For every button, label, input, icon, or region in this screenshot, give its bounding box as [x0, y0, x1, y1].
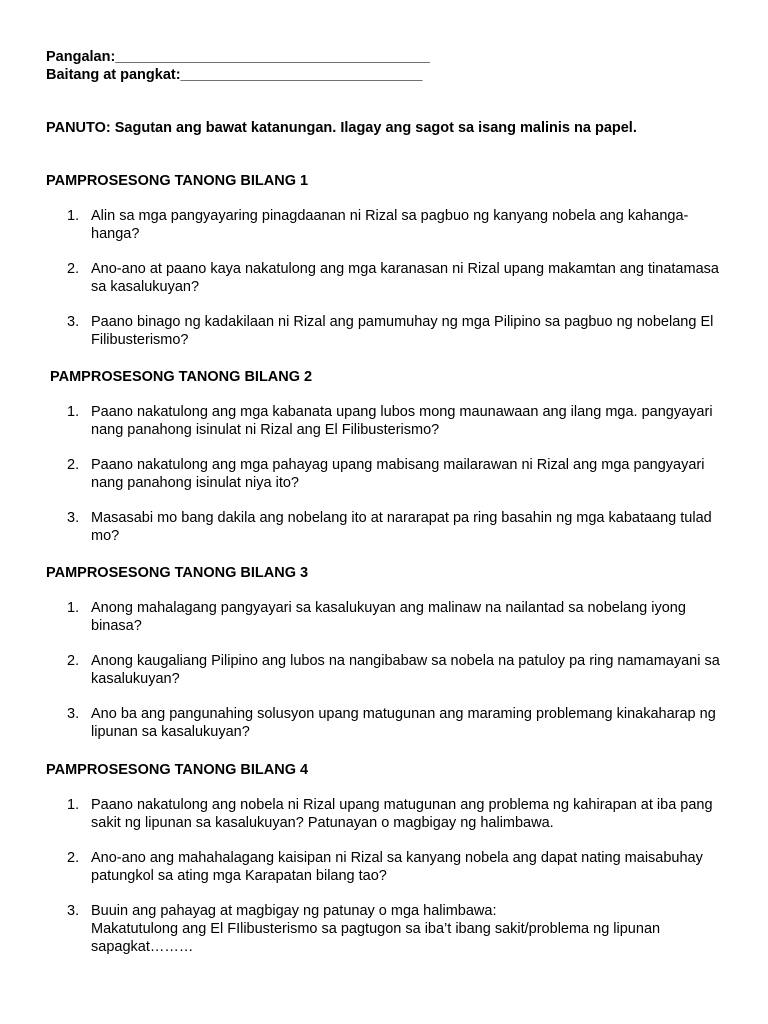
question-item [46, 260, 726, 296]
student-info-block [46, 48, 430, 84]
question-number: 2. [67, 457, 80, 473]
question-text: Buuin ang pahayag at magbigay ng patunay o mga halimbawa: [91, 903, 497, 919]
question-item [46, 509, 726, 545]
question-item [46, 599, 726, 635]
section-3 [46, 564, 726, 758]
question-list [46, 796, 726, 956]
question-text: Anong kaugaliang Pilipino ang lubos na nangibabaw sa nobela na patuloy pa ring namamayani sa kasalukuyan? [91, 653, 720, 687]
question-number: 1. [67, 797, 80, 813]
section-2 [46, 368, 726, 562]
question-text-continuation: Makatutulong ang El FIlibusterismo sa pagtugon sa iba’t ibang sakit/problema ng lipunan sapagkat……… [91, 921, 661, 955]
question-number: 3. [67, 706, 80, 722]
question-number: 2. [67, 850, 80, 866]
question-item [46, 849, 726, 885]
question-number: 1. [67, 404, 80, 420]
question-number: 2. [67, 261, 80, 277]
question-item [46, 902, 726, 956]
question-text: Paano nakatulong ang nobela ni Rizal upang matugunan ang problema ng kahirapan at iba pang sakit ng lipunan sa kasalukuyan? Patunayan o magbigay ng halimbawa. [91, 797, 713, 831]
question-text: Paano nakatulong ang mga pahayag upang mabisang mailarawan ni Rizal ang mga pangyayari nang panahong isinulat niya ito? [91, 457, 705, 491]
question-list [46, 207, 726, 349]
question-number: 1. [67, 600, 80, 616]
question-number: 2. [67, 653, 80, 669]
question-item [46, 313, 726, 349]
question-item [46, 652, 726, 688]
section-title: PAMPROSESONG TANONG BILANG 3 [46, 565, 309, 581]
question-text: Anong mahalagang pangyayari sa kasalukuyan ang malinaw na nailantad sa nobelang iyong binasa? [91, 600, 686, 634]
section-1 [46, 172, 726, 366]
grade-section-field-label: Baitang at pangkat:______________________________ [46, 67, 423, 83]
name-field-label: Pangalan:_______________________________________ [46, 49, 430, 65]
question-text: Ano-ano ang mahahalagang kaisipan ni Rizal sa kanyang nobela ang dapat nating maisabuhay patungkol sa ating mga Karapatan bilang tao? [91, 850, 703, 884]
question-number: 1. [67, 208, 80, 224]
section-title: PAMPROSESONG TANONG BILANG 4 [46, 762, 309, 778]
question-list [46, 403, 726, 545]
section-title: PAMPROSESONG TANONG BILANG 1 [46, 173, 309, 189]
section-4 [46, 761, 726, 973]
question-text: Ano ba ang pangunahing solusyon upang matugunan ang maraming problemang kinakaharap ng lipunan sa kasalukuyan? [91, 706, 716, 740]
question-item [46, 403, 726, 439]
question-number: 3. [67, 903, 80, 919]
question-number: 3. [67, 314, 80, 330]
question-text: Paano nakatulong ang mga kabanata upang lubos mong maunawaan ang ilang mga. pangyayari nang panahong isinulat ni Rizal ang El Filibusterismo? [91, 404, 713, 438]
question-item [46, 456, 726, 492]
question-text: Paano binago ng kadakilaan ni Rizal ang pamumuhay ng mga Pilipino sa pagbuo ng nobelang El Filibusterismo? [91, 314, 714, 348]
instructions-text: PANUTO: Sagutan ang bawat katanungan. Ilagay ang sagot sa isang malinis na papel. [46, 120, 637, 136]
question-item [46, 796, 726, 832]
question-text: Alin sa mga pangyayaring pinagdaanan ni Rizal sa pagbuo ng kanyang nobela ang kahanga-hanga? [91, 208, 689, 242]
section-title: PAMPROSESONG TANONG BILANG 2 [46, 369, 313, 385]
question-item [46, 705, 726, 741]
question-item [46, 207, 726, 243]
question-text: Ano-ano at paano kaya nakatulong ang mga karanasan ni Rizal upang makamtan ang tinatamasa sa kasalukuyan? [91, 261, 719, 295]
question-number: 3. [67, 510, 80, 526]
question-text: Masasabi mo bang dakila ang nobelang ito at nararapat pa ring basahin ng mga kabataang tulad mo? [91, 510, 712, 544]
question-list [46, 599, 726, 741]
